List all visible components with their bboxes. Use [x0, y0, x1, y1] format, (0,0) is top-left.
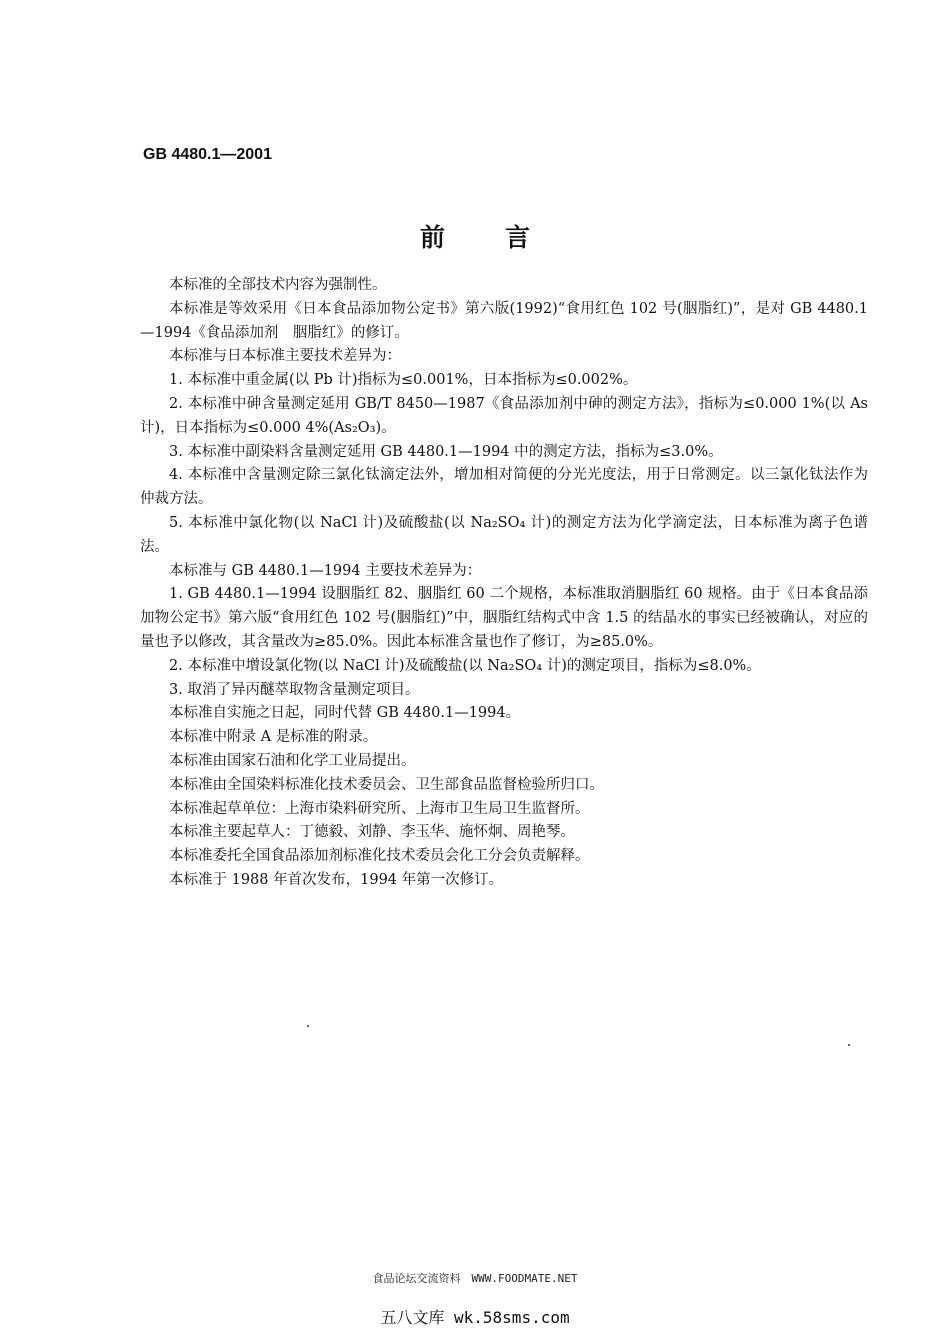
paragraph: 本标准与 GB 4480.1—1994 主要技术差异为：	[169, 562, 482, 579]
document-code: GB 4480.1—2001	[143, 146, 272, 163]
footer-site: 五八文库 wk.58sms.com	[380, 1308, 570, 1327]
scan-speck	[848, 1044, 850, 1046]
paragraph: 4. 本标准中含量测定除三氯化钛滴定法外，增加相对简便的分光光度法，用于日常测定。以三氯化钛法作为仲裁方法。	[140, 467, 868, 508]
paragraph: 2. 本标准中砷含量测定延用 GB/T 8450—1987《食品添加剂中砷的测定方法》，指标为≤0.000 1%(以 As 计)，日本指标为≤0.000 4%(As₂O₃)。	[140, 395, 868, 436]
paragraph: 本标准中附录 A 是标准的附录。	[169, 729, 378, 746]
paragraph: 3. 取消了异丙醚萃取物含量测定项目。	[169, 681, 420, 698]
paragraph: 本标准是等效采用《日本食品添加物公定书》第六版(1992)“食用红色 102 号(胭脂红)”，是对 GB 4480.1—1994《食品添加剂 胭脂红》的修订。	[140, 300, 868, 341]
paragraph: 5. 本标准中氯化物(以 NaCl 计)及硫酸盐(以 Na₂SO₄ 计)的测定方法为化学滴定法，日本标准为离子色谱法。	[140, 514, 868, 555]
paragraph: 本标准的全部技术内容为强制性。	[169, 277, 387, 293]
paragraph: 本标准自实施之日起，同时代替 GB 4480.1—1994。	[169, 705, 521, 722]
foreword-body	[140, 274, 868, 893]
paragraph: 本标准由国家石油和化学工业局提出。	[169, 752, 416, 769]
paragraph: 本标准委托全国食品添加剂标准化技术委员会化工分会负责解释。	[169, 848, 590, 865]
paragraph: 1. 本标准中重金属(以 Pb 计)指标为≤0.001%，日本指标为≤0.002%。	[169, 372, 638, 389]
paragraph: 本标准由全国染料标准化技术委员会、卫生部食品监督检验所归口。	[169, 776, 604, 793]
paragraph: 3. 本标准中副染料含量测定延用 GB 4480.1—1994 中的测定方法，指标为≤3.0%。	[169, 443, 723, 460]
scan-speck	[307, 1025, 309, 1027]
paragraph: 本标准主要起草人：丁德毅、刘静、李玉华、施怀炯、周艳琴。	[169, 824, 575, 841]
page-title: 前言	[419, 223, 590, 252]
paragraph: 本标准于 1988 年首次发布，1994 年第一次修订。	[169, 871, 504, 888]
paragraph: 1. GB 4480.1—1994 设胭脂红 82、胭脂红 60 二个规格，本标准取消胭脂红 60 规格。由于《日本食品添加物公定书》第六版“食用红色 102 号(胭脂红)”中，胭脂红结构式中含 1.5 的结晶水的事实已经被确认，对应的量也予以修改，其含量改为≥85.0%。因此本标准含量也作了修订，为≥85.0%。	[140, 586, 868, 650]
paragraph: 2. 本标准中增设氯化物(以 NaCl 计)及硫酸盐(以 Na₂SO₄ 计)的测定项目，指标为≤8.0%。	[169, 657, 761, 674]
paragraph: 本标准与日本标准主要技术差异为：	[169, 348, 401, 365]
footer-source: 食品论坛交流资料 WWW.FOODMATE.NET	[372, 1272, 578, 1285]
paragraph: 本标准起草单位：上海市染料研究所、上海市卫生局卫生监督所。	[169, 800, 590, 817]
